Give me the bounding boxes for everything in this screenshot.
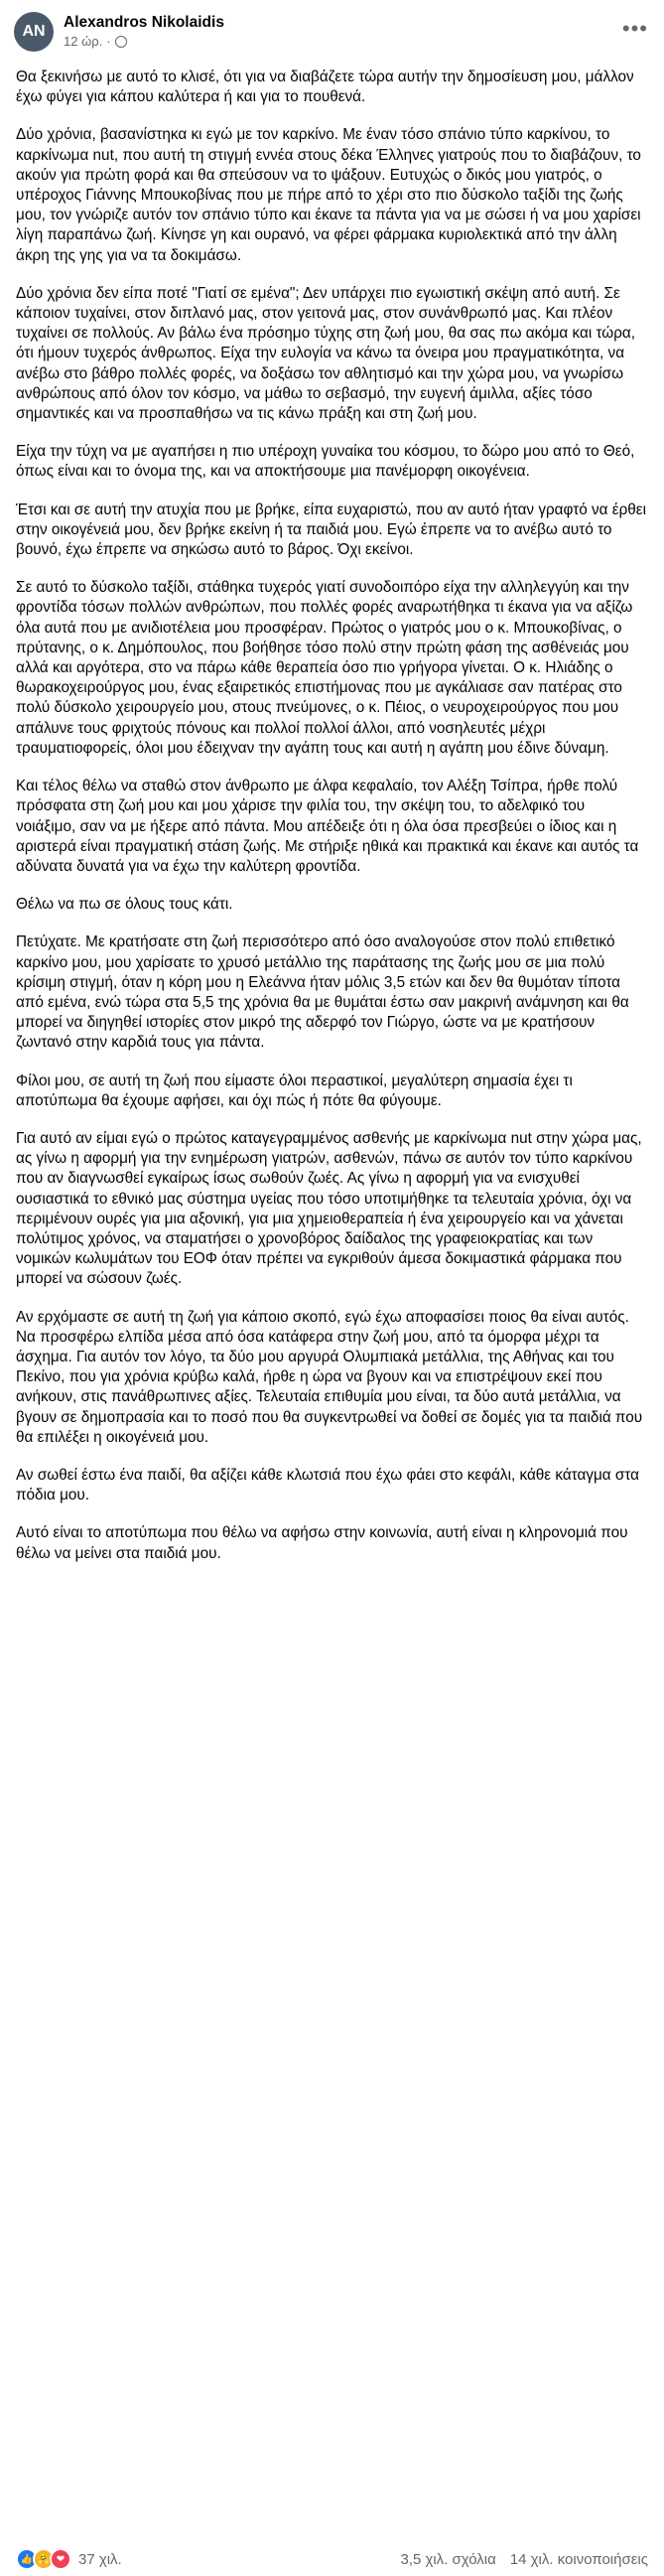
love-reaction-icon: ❤ [50,2548,71,2570]
globe-icon [115,36,127,48]
post-footer [0,2542,664,2576]
post-time[interactable]: 12 ώρ. [64,34,103,49]
post-paragraph: Δύο χρόνια, βασανίστηκα κι εγώ με τον καρκίνο. Με έναν τόσο σπάνιο τύπο καρκίνου, το καρκίνωμα nut, που αυτή τη στιγμή εννέα στους δέκα Έλληνες γιατρούς που το διαβάζουν, το ακούν για πρώτη φορά και θα σπεύσουν να το ψάξουν. Ευτυχώς ο δικός μου γιατρός, ο υπέροχος Γιάννης Μπουκοβίνας που με πήρε από το χέρι στο πιο δύσκολο ταξίδι της ζωής μου, τον γνώριζε αυτόν τον σπάνιο τύπο και έκανε τα πάντα για να με σώσει ή να μου χαρίσει λίγη παραπάνω ζωή. Κίνησε γη και ουρανό, να φέρει φάρμακα κυριολεκτικά από την άλλη άκρη της γης για να τα δοκιμάσω. [16,126,641,264]
comments-count[interactable]: 3,5 χιλ. σχόλια [400,2550,496,2568]
post-paragraph: Θέλω να πω σε όλους τους κάτι. [16,896,233,914]
shares-count[interactable]: 14 χιλ. κοινοποιήσεις [509,2550,648,2568]
post-paragraph: Αν ερχόμαστε σε αυτή τη ζωή για κάποιο σκοπό, εγώ έχω αποφασίσει ποιος θα είναι αυτός. Να προσφέρω ελπίδα μέσα από όσα κατάφερα στην ζωή μου, από τα όμορφα μέχρι τα άσχημα. Για αυτόν τον λόγο, τα δύο μου αργυρά Ολυμπιακά μετάλλια, της Αθήνας και του Πεκίνο, που για χρόνια κρύβω καλά, ήρθε η ώρα να βγουν και να επιστρέψουν εκεί που ανήκουν, στις πανάθρωπινες αξίες. Τελευταία επιθυμία μου είναι, τα δύο αυτά μετάλλια, να βγουν σε δημοπρασία και το ποσό που θα συγκεντρωθεί να δοθεί σε δομές για τα παιδιά που θα επιλέξει η οικογένειά μου. [16,1308,643,1446]
post-meta: 12 ώρ. · [64,33,224,51]
care-reaction-icon: 🤗 [33,2548,55,2570]
post-paragraph: Φίλοι μου, σε αυτή τη ζωή που είμαστε όλοι περαστικοί, μεγαλύτερη σημασία έχει τι αποτύπωμα θα έχουμε αφήσει, και όχι πώς ή πότε θα φύγουμε. [16,1072,573,1109]
post-paragraph: Για αυτό αν είμαι εγώ ο πρώτος καταγεγραμμένος ασθενής με καρκίνωμα nut στην χώρα μας, ας γίνω η αφορμή για την ενημέρωση γιατρών, ασθενών, πάνω σε αυτόν τον τύπο καρκίνου που αν διαγνωσθεί εγκαίρως ίσως σωθούν ζωές. Ας γίνω η αφορμή για να ενισχυθεί ουσιαστικά το εθνικό μας σύστημα υγείας που τόσο υποτιμήθηκε τα τελευταία χρόνια, όχι να περιμένουν ουρές για μια αξονική, για μια χημειοθεραπεία ή ένα χειρουργείο και να χάνεται πολύτιμος χρόνος, να σταματήσει ο χρονοβόρος δαίδαλος της γραφειοκρατίας και των νομικών κωλυμάτων του ΕΟΦ όταν πρέπει να εγκριθούν άμεσα δοκιμαστικά φάρμακα που μπορεί να σώσουν ζωές. [16,1129,642,1288]
post-paragraph: Έτσι και σε αυτή την ατυχία που με βρήκε, είπα ευχαριστώ, που αν αυτό ήταν γραφτό να έρθει στην οικογένειά μου, δεν βρήκε εκείνη ή τα παιδιά μου. Εγώ έπρεπε να το ανέβω αυτό το βουνό, έχω έπρεπε να σηκώσω αυτό το βάρος. Όχι εκείνοι. [16,501,646,559]
post-paragraph: Αυτό είναι το αποτύπωμα που θέλω να αφήσω στην κοινωνία, αυτή είναι η κληρονομιά που θέλω να μείνει στα παιδιά μου. [16,1524,628,1562]
post-paragraph: Και τέλος θέλω να σταθώ στον άνθρωπο με άλφα κεφαλαίο, τον Αλέξη Τσίπρα, ήρθε πολύ πρόσφατα στη ζωή μου και μου χάρισε την φιλία του, την σκέψη του, το αδελφικό του νοιάξιμο, σαν να με ήξερε από πάντα. Μου απέδειξε ότι η όλα όσα πρεσβεύει ο ίδιος και η αριστερά είναι πραγματική στάση ζωής. Με στήριξε ηθικά και πρακτικά και έκανε και αυτός τα αδύνατα δυνατά για να έχω την καλύτερη φροντίδα. [16,778,639,875]
author-block [64,13,224,51]
post-paragraph: Πετύχατε. Με κρατήσατε στη ζωή περισσότερο από όσο αναλογούσε στον πολύ επιθετικό καρκίνο μου, μου χαρίσατε το χρυσό μετάλλιο της παράτασης της ζωής μου σε μια πολύ κρίσιμη στιγμή, όταν η κόρη μου η Ελεάννα ήταν μόλις 3,5 ετών και δεν θα θυμόταν τίποτα από εμένα, ενώ τώρα στα 5,5 της χρόνια θα με θυμάται έστω σαν μακρινή ανάμνηση και θα μπορεί να διηγηθεί ιστορίες στον μικρό της αδερφό τον Γιώργο, ώστε να με κρατήσουν ζωντανό στην καρδιά τους για πάντα. [16,933,629,1052]
author-avatar[interactable]: AN [14,12,54,52]
post-stats [400,2551,648,2568]
reactions[interactable] [16,2548,122,2570]
author-name[interactable]: Alexandros Nikolaidis [64,14,224,31]
post-paragraph: Δύο χρόνια δεν είπα ποτέ "Γιατί σε εμένα"; Δεν υπάρχει πιο εγωιστική σκέψη από αυτή. Σε κάποιον τυχαίνει, στον διπλανό μας, στον γειτονά μας, στον συνάνθρωπό μας. Και πλέον τυχαίνει σε πολλούς. Αν βάλω ένα πρόσημο τύχης στη ζωή μου, θα σας πω ακόμα και τώρα, ότι ήμουν τυχερός άνθρωπος. Είχα την ευλογία να κάνω τα όνειρα μου πραγματικότητα, να ανέβω στο βάθρο πολλές φορές, να δοξάσω τον αθλητισμό και την χώρα μου, να γνωρίσω ανθρώπους από όλον τον κόσμο, να μάθω το σεβασμό, την ευγενή άμιλλα, αξίες τόσο σημαντικές και να προσπαθήσω να τις κάνω πράξη και στη ζωή μου. [16,284,636,423]
post-body [0,64,664,1564]
post-paragraph: Αν σωθεί έστω ένα παιδί, θα αξίζει κάθε κλωτσιά που έχω φάει στο κεφάλι, κάθε κάταγμα στα πόδια μου. [16,1466,640,1504]
like-reaction-icon: 👍 [16,2548,38,2570]
post-paragraph: Θα ξεκινήσω με αυτό το κλισέ, ότι για να διαβάζετε τώρα αυτήν την δημοσίευση μου, μάλλον έχω φύγει για κάπου καλύτερα ή και για το πουθενά. [16,69,634,106]
reactions-count[interactable]: 37 χιλ. [78,2550,122,2568]
post-paragraph: Σε αυτό το δύσκολο ταξίδι, στάθηκα τυχερός γιατί συνοδοιπόρο είχα την αλληλεγγύη και την φροντίδα τόσων πολλών ανθρώπων, που πολλές φορές αναρωτήθηκα τι έκανα για να αξίζω όλα αυτά που με ανιδιοτέλεια μου προσφέραν. Πρώτος ο γιατρός μου ο κ. Μπουκοβίνας, ο πρύτανης, ο κ. Δημόπουλος, που βοήθησε τόσο πολύ στην πρώτη φάση της ασθένειάς μου αλλά και αργότερα, στο να πάρω κάθε θεραπεία όσο πιο γρήγορα γίνεται. Ο κ. Ηλιάδης ο θωρακοχειρούργος μου, ένας εξαιρετικός επιστήμονας που με αγκάλιασε σαν πατέρας στο πολύ δύσκολο χειρουργείο μου, στους πνεύμονες, ο κ. Πέιος, ο νευροχειρούργος που μου απάλυνε τους φριχτούς πόνους και πολλοί πολλοί άλλοι, από νοσηλευτές μέχρι τραυματιοφορείς, όλοι μου έδειχναν την αγάπη τους και αυτή η αγάπη μου έδινε δύναμη. [16,579,633,757]
post-header [0,0,664,64]
more-options-icon[interactable]: ••• [621,16,648,41]
post-paragraph: Είχα την τύχη να με αγαπήσει η πιο υπέροχη γυναίκα του κόσμου, το δώρο μου από το Θεό, όπως είναι και το όνομα της, και να αποκτήσουμε μια πανέμορφη οικογένεια. [16,443,635,481]
